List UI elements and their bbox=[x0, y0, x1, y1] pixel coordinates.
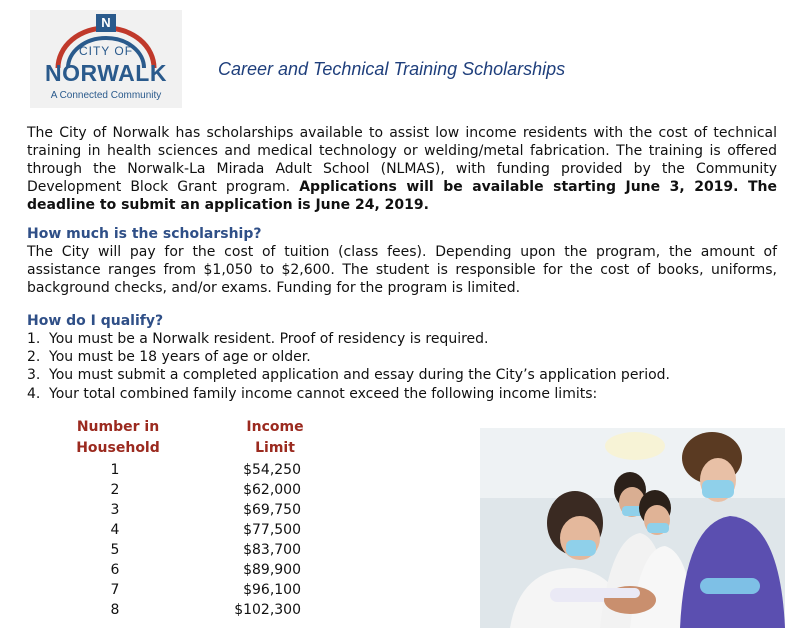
qualify-list bbox=[27, 330, 670, 403]
intro-text: The City of Norwalk has scholarships available to assist low income residents with the cost of technical training in health sciences and medical technology or welding/metal fabrication. The training is offered through the Norwalk-La Mirada Adult School (NLMAS), with funding provided by the Community Development Block Grant program. bbox=[27, 125, 777, 195]
city-logo bbox=[30, 10, 182, 108]
income-column-header: Income Limit bbox=[246, 419, 304, 456]
scholarship-amount-text: The City will pay for the cost of tuition (class fees). Depending upon the program, the amount of assistance ranges from $1,050 to $2,600. The student is responsible for the cost of books, uniforms, background checks, and/or exams. Funding for the program is limited. bbox=[27, 244, 777, 296]
table-cell: $77,500 bbox=[243, 522, 301, 538]
scholarship-amount-heading: How much is the scholarship? bbox=[27, 226, 262, 242]
logo-tagline: A Connected Community bbox=[50, 90, 162, 101]
table-cell: $62,000 bbox=[243, 482, 301, 498]
table-cell: 3 bbox=[110, 502, 120, 518]
intro-deadline-text: Applications will be available starting June 3, 2019. The deadline to submit an application is June 24, 2019. bbox=[27, 179, 778, 213]
household-column bbox=[80, 460, 150, 620]
list-item: 1. You must be a Norwalk resident. Proof of residency is required. bbox=[27, 331, 489, 347]
table-cell: $89,900 bbox=[243, 562, 301, 578]
logo-badge: N bbox=[101, 15, 111, 30]
income-limit-column bbox=[215, 460, 301, 620]
qualify-heading: How do I qualify? bbox=[27, 313, 164, 329]
household-column-header: Number in Household bbox=[76, 419, 160, 456]
table-cell: $83,700 bbox=[243, 542, 301, 558]
list-item: 3. You must submit a completed application and essay during the City’s application period. bbox=[27, 367, 670, 384]
table-cell: $96,100 bbox=[243, 582, 301, 598]
table-cell: $102,300 bbox=[234, 602, 301, 618]
list-item: 2. You must be 18 years of age or older. bbox=[27, 349, 311, 366]
table-cell: 1 bbox=[110, 462, 120, 478]
table-cell: $54,250 bbox=[243, 462, 301, 478]
page-title: Career and Technical Training Scholarships bbox=[218, 59, 566, 79]
table-cell: $69,750 bbox=[243, 502, 301, 518]
intro-paragraph bbox=[27, 124, 777, 214]
logo-city-of: CITY OF bbox=[78, 44, 134, 58]
table-cell: 6 bbox=[110, 562, 120, 578]
table-cell: 8 bbox=[110, 602, 120, 618]
table-cell: 7 bbox=[110, 582, 120, 598]
list-item: 4. Your total combined family income cannot exceed the following income limits: bbox=[27, 385, 598, 402]
table-cell: 5 bbox=[110, 542, 120, 558]
table-cell: 2 bbox=[110, 482, 120, 498]
table-cell: 4 bbox=[110, 522, 120, 538]
logo-city-name: NORWALK bbox=[45, 60, 167, 86]
dental-training-photo bbox=[480, 428, 785, 628]
